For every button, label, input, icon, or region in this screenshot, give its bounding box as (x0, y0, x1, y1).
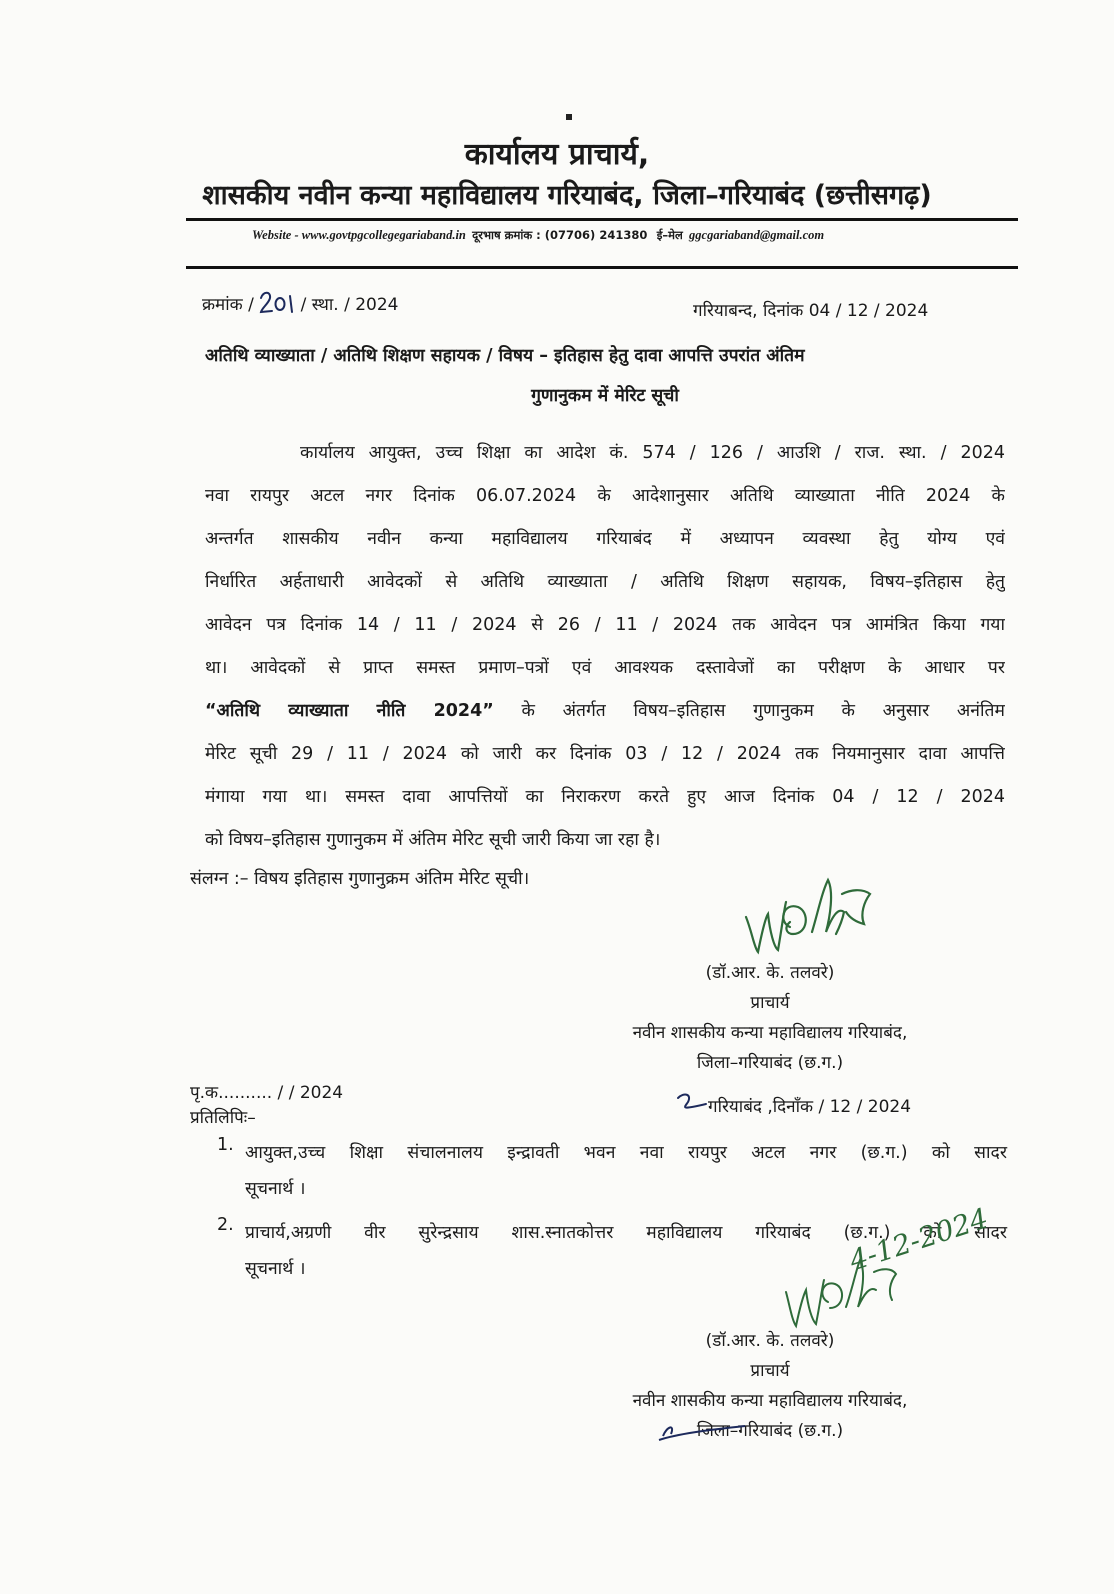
list-item-line: प्राचार्य,अग्रणी वीर सुरेन्द्रसाय शास.स्नातकोत्तर महाविद्यालय गरियाबंद (छ.ग.) को सादर (245, 1223, 1007, 1243)
signature-1 (738, 872, 888, 962)
handwritten-mark (676, 1090, 710, 1114)
header-dot (566, 114, 572, 120)
ref-suffix: / स्था. / 2024 (300, 295, 399, 315)
body-line: निर्धारित अर्हताधारी आवेदकों से अतिथि व्याख्याता / अतिथि शिक्षण सहायक, विषय–इतिहास हेतु (205, 572, 1005, 592)
copy-date: गरियाबंद ,दिनाँक / 12 / 2024 (708, 1097, 912, 1117)
body-line-policy (205, 690, 1005, 733)
signatory-district (560, 1416, 980, 1446)
list-item-number: 1. (217, 1135, 234, 1155)
signatory-district-text: जिला–गरियाबंद (छ.ग.) (696, 1421, 844, 1441)
subject-line-2: गुणानुकम में मेरिट सूची (531, 386, 679, 406)
header-rule-top (186, 218, 1018, 221)
list-item-line: आयुक्त,उच्च शिक्षा संचालनालय इन्द्रावती भवन नवा रायपुर अटल नगर (छ.ग.) को सादर (245, 1143, 1007, 1163)
body-line-text: के अंतर्गत विषय–इतिहास गुणानुकम के अनुसार अनंतिम (521, 701, 1005, 721)
body-line: मंगाया गया था। समस्त दावा आपत्तियों का निराकरण करते हुए आज दिनांक 04 / 12 / 2024 (205, 787, 1005, 807)
body-line: कार्यालय आयुक्त, उच्च शिक्षा का आदेश कं. 574 / 126 / आउशि / राज. स्था. / 2024 (300, 443, 1005, 463)
body-line: मेरिट सूची 29 / 11 / 2024 को जारी कर दिनांक 03 / 12 / 2024 तक नियमानुसार दावा आपत्ति (205, 744, 1005, 764)
strike-mark (657, 1418, 747, 1444)
signatory-designation: प्राचार्य (750, 993, 790, 1013)
copy-reference: पृ.क.......... / / 2024 (190, 1083, 344, 1103)
institution-name: शासकीय नवीन कन्या महाविद्यालय गरियाबंद, जिला–गरियाबंद (छत्तीसगढ़) (202, 180, 932, 211)
ref-prefix: क्रमांक / (202, 295, 254, 315)
email: ggcgariaband@gmail.com (689, 228, 825, 242)
handwritten-date: 4-12-2024 (845, 1201, 993, 1278)
body-line: था। आवेदकों से प्राप्त समस्त प्रमाण–पत्रों एवं आवश्यक दस्तावेजों का परीक्षण के आधार पर (205, 658, 1005, 678)
body-line: नवा रायपुर अटल नगर दिनांक 06.07.2024 के आदेशानुसार अतिथि व्याख्याता नीति 2024 के (205, 486, 1005, 506)
phone: (07706) 241380 (544, 228, 648, 242)
signatory-name: (डॉ.आर. के. तलवरे) (705, 1331, 835, 1351)
office-title: कार्यालय प्राचार्य, (464, 137, 650, 172)
email-label: ई–मेल (656, 228, 683, 242)
website: www.govtpgcollegegariaband.in (301, 228, 466, 242)
list-item-line: सूचनार्थ । (245, 1179, 306, 1199)
body-line: आवेदन पत्र दिनांक 14 / 11 / 2024 से 26 / 11 / 2024 तक आवेदन पत्र आमंत्रित किया गया (205, 615, 1005, 635)
body-line: को विषय–इतिहास गुणानुकम में अंतिम मेरिट सूची जारी किया जा रहा है। (205, 830, 661, 850)
list-item (217, 1135, 1007, 1207)
contact-line (252, 228, 824, 243)
list-item-line: सूचनार्थ । (245, 1259, 306, 1279)
body-line: अन्तर्गत शासकीय नवीन कन्या महाविद्यालय गरियाबंद में अध्यापन व्यवस्था हेतु योग्य एवं (205, 529, 1005, 549)
subject (205, 336, 1005, 416)
signatory-block-2 (560, 1326, 980, 1446)
reference-number (202, 292, 399, 315)
body-paragraph (205, 432, 1005, 862)
issue-date: गरियाबन्द, दिनांक 04 / 12 / 2024 (693, 301, 929, 321)
signatory-block-1 (560, 958, 980, 1078)
phone-label: दूरभाष क्रमांक : (472, 228, 545, 242)
header-rule-bottom (186, 266, 1018, 269)
signatory-college: नवीन शासकीय कन्या महाविद्यालय गरियाबंद, (632, 1023, 908, 1043)
list-item-number: 2. (217, 1215, 234, 1235)
signatory-district: जिला–गरियाबंद (छ.ग.) (696, 1053, 844, 1073)
attachment-note: संलग्न :– विषय इतिहास गुणानुक्रम अंतिम मेरिट सूची। (190, 869, 530, 889)
signatory-designation: प्राचार्य (750, 1361, 790, 1381)
subject-line-1: अतिथि व्याख्याता / अतिथि शिक्षण सहायक / विषय – इतिहास हेतु दावा आपत्ति उपरांत अंतिम (205, 346, 805, 366)
website-label: Website - (252, 228, 302, 242)
signatory-college: नवीन शासकीय कन्या महाविद्यालय गरियाबंद, (632, 1391, 908, 1411)
policy-name: “अतिथि व्याख्याता नीति 2024” (205, 701, 494, 721)
copy-heading: प्रतिलिपिः– (190, 1108, 256, 1128)
ref-handwritten-number (259, 294, 295, 312)
signatory-name: (डॉ.आर. के. तलवरे) (705, 963, 835, 983)
